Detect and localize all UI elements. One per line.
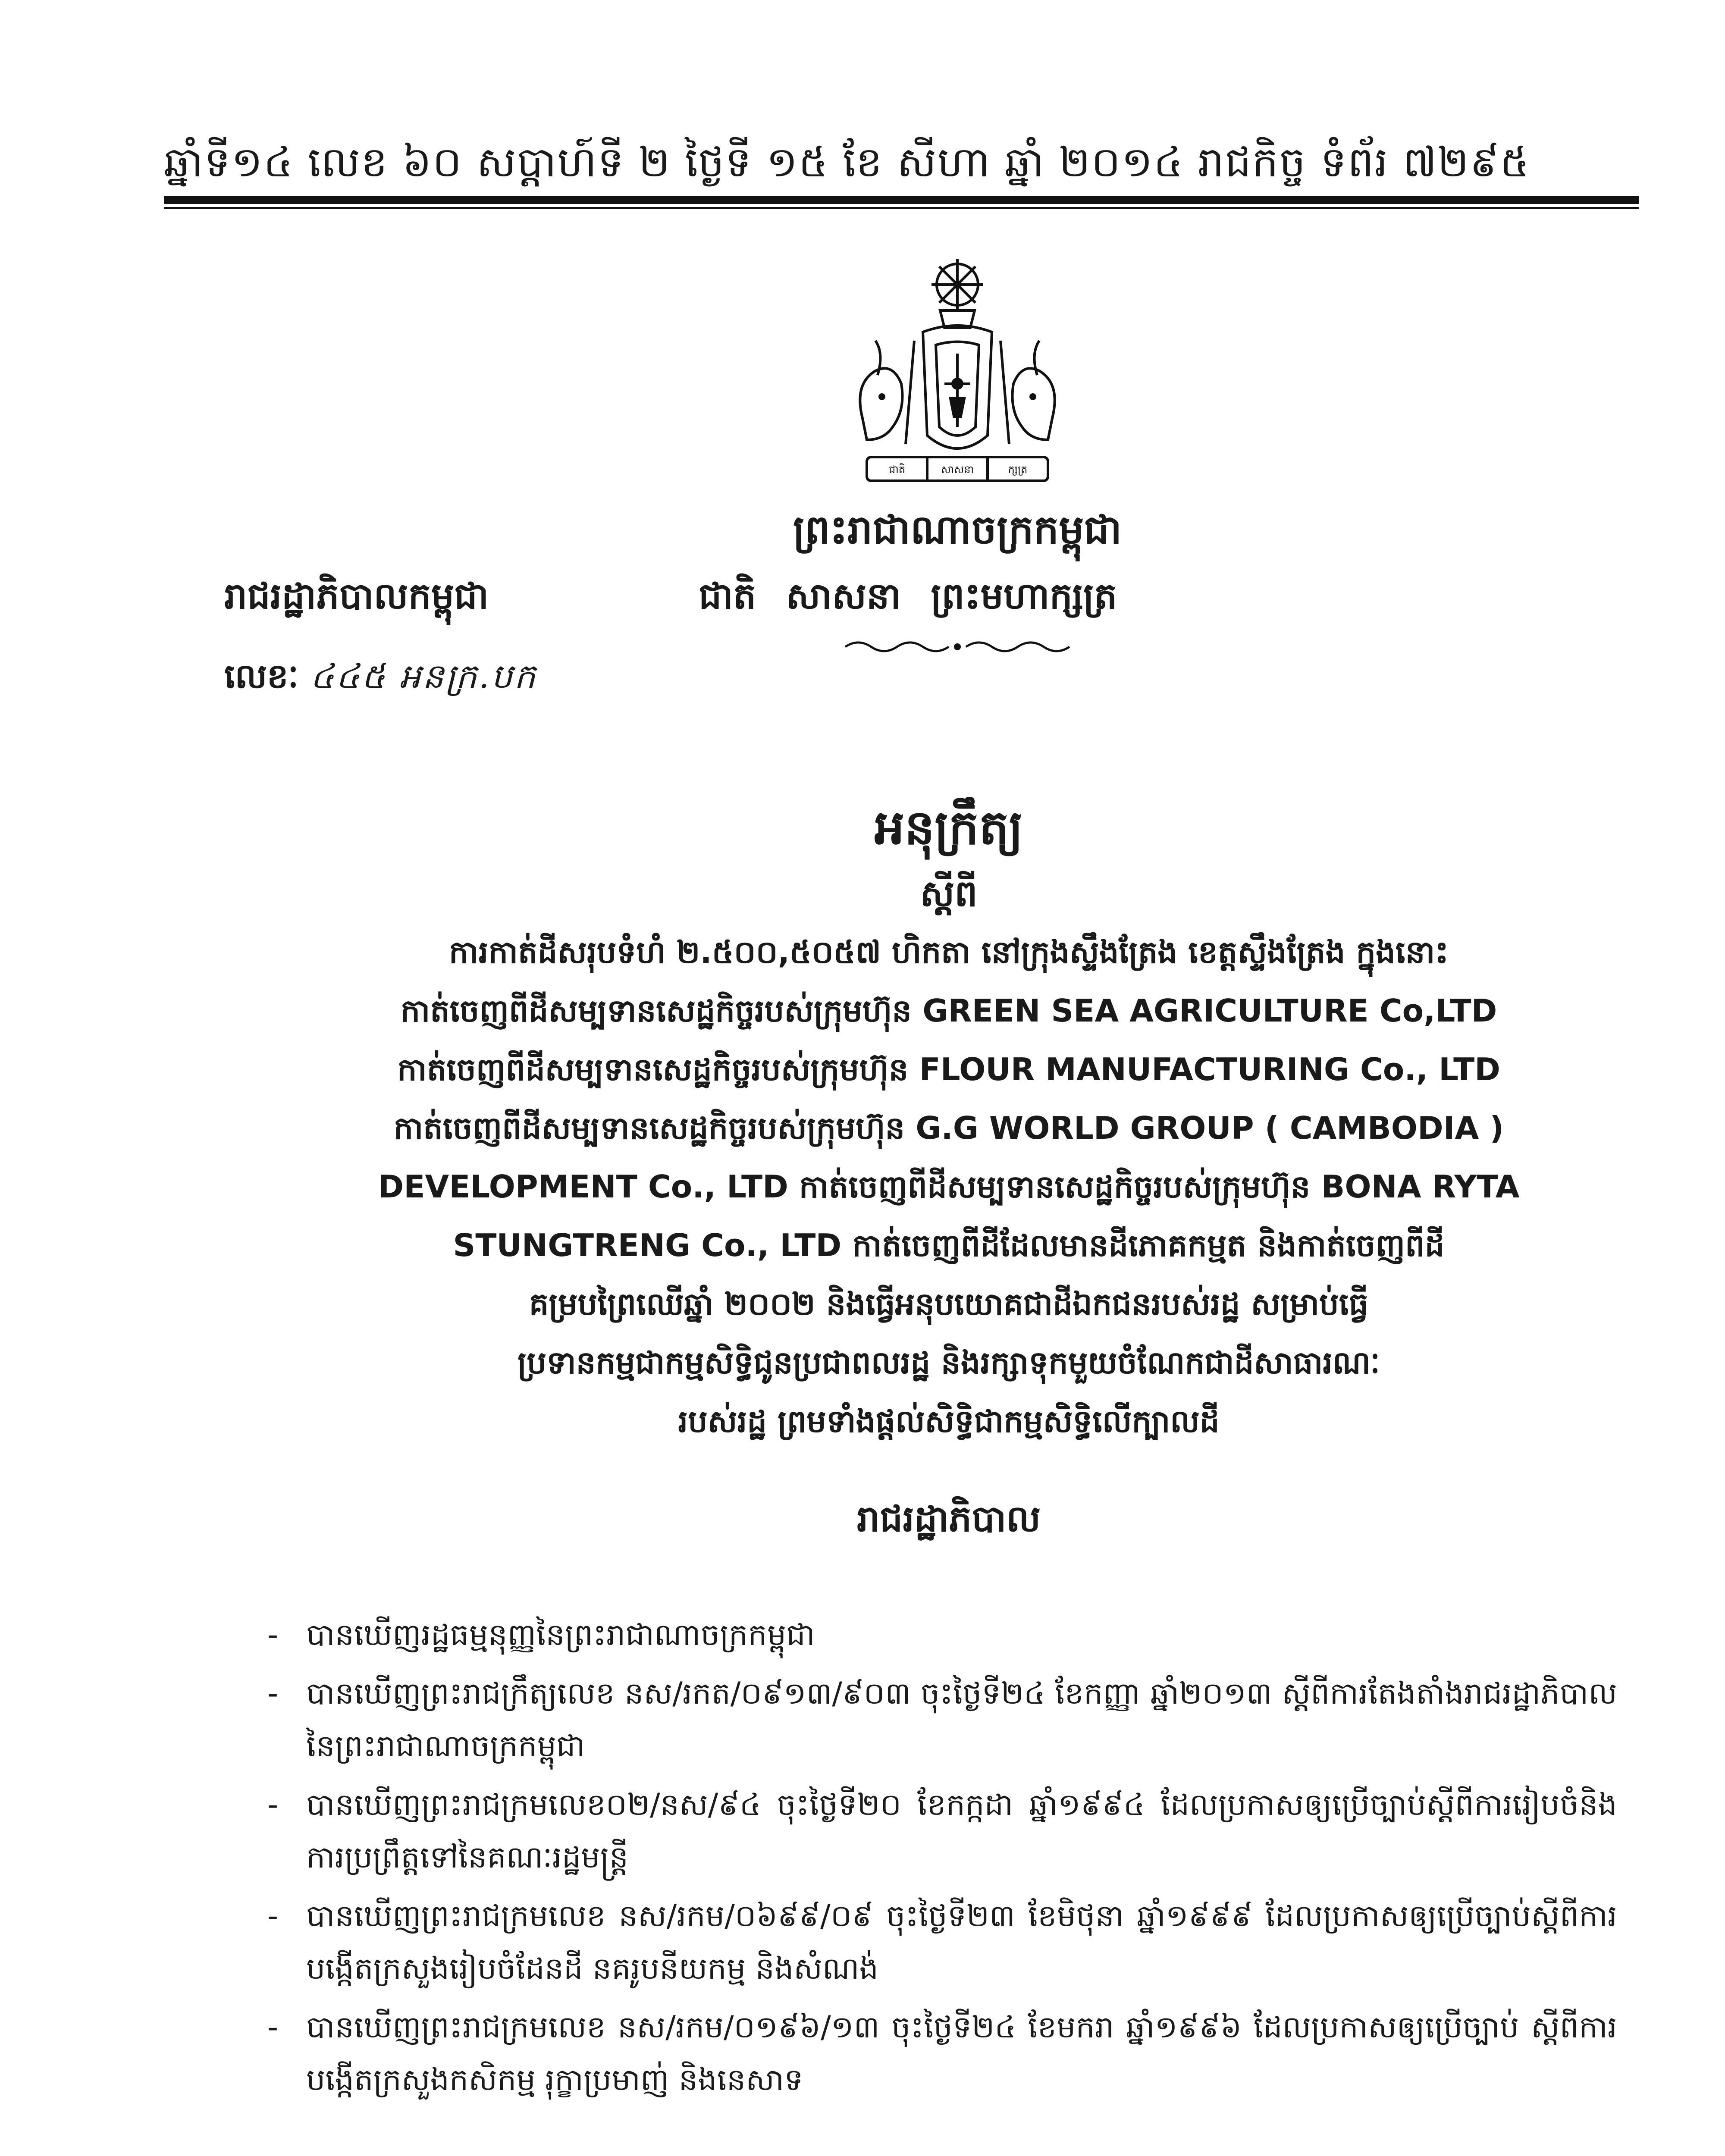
government-name: រាជរដ្ឋាភិបាលកម្ពុជា xyxy=(224,575,489,617)
subject-block xyxy=(267,923,1630,1451)
subject-line: ប្រទានកម្មជាកម្មសិទ្ធិជូនប្រជាពលរដ្ឋ និងរក្សាទុកមួយចំណែកជាដីសាធារណៈ xyxy=(518,1344,1380,1381)
subject-line: កាត់ចេញពីដីសម្បទានសេដ្ឋកិច្ចរបស់ក្រុមហ៊ុន G.G WORLD GROUP ( CAMBODIA ) xyxy=(393,1110,1504,1146)
recital-text: បានឃើញព្រះរាជក្រមលេខ០២/នស/៩៤ ចុះថ្ងៃទី២០ ខែកក្កដា ឆ្នាំ១៩៩៤ ដែលប្រកាសឲ្យប្រើច្បាប់ស្តីពីការរៀបចំនិងការប្រព្រឹត្តទៅនៃគណៈរដ្ឋមន្ត្រី xyxy=(306,1787,1617,1875)
subject-line: DEVELOPMENT Co., LTD កាត់ចេញពីដីសម្បទានសេដ្ឋកិច្ចរបស់ក្រុមហ៊ុន BONA RYTA xyxy=(378,1169,1520,1205)
recital-bullet: - xyxy=(267,1617,279,1652)
recital-text: បានឃើញព្រះរាជក្រឹត្យលេខ នស/រកត/០៩១៣/៩០៣ ចុះថ្ងៃទី២៤ ខែកញ្ញា ឆ្នាំ២០១៣ ស្តីពីការតែងតាំងរាជរដ្ឋាភិបាលនៃព្រះរាជាណាចក្រកម្ពុជា xyxy=(306,1676,1617,1764)
recital-text: បានឃើញព្រះរាជក្រមលេខ នស/រកម/០១៩៦/១៣ ចុះថ្ងៃទី២៤ ខែមករា ឆ្នាំ១៩៩៦ ដែលប្រកាសឲ្យប្រើច្បាប់ ស្តីពីការបង្កើតក្រសួងកសិកម្ម រុក្ខាប្រមាញ់ និងនេសាទ xyxy=(306,2009,1617,2097)
subject-line: គម្របព្រៃឈើឆ្នាំ ២០០២ និងធ្វើអនុបយោគជាដីឯកជនរបស់រដ្ឋ សម្រាប់ធ្វើ xyxy=(529,1286,1369,1322)
recital-item xyxy=(259,1667,1617,1772)
emblem-label-nation: ជាតិ xyxy=(888,464,906,476)
royal-coat-of-arms xyxy=(837,254,1078,496)
motto-ornament xyxy=(841,638,1074,655)
recital-bullet: - xyxy=(267,1898,279,1934)
about-label: ស្តីពី xyxy=(920,872,978,915)
subject-line: របស់រដ្ឋ ព្រមទាំងផ្តល់សិទ្ធិជាកម្មសិទ្ធិលើក្បាលដី xyxy=(678,1403,1220,1439)
issuer-heading: រាជរដ្ឋាភិបាល xyxy=(856,1498,1041,1540)
emblem-label-king: ក្សត្រ xyxy=(1008,464,1028,476)
recital-item xyxy=(259,1778,1617,1883)
recital-bullet: - xyxy=(267,1676,279,1711)
recital-text: បានឃើញព្រះរាជក្រមលេខ នស/រកម/០៦៩៩/០៩ ចុះថ្ងៃទី២៣ ខែមិថុនា ឆ្នាំ១៩៩៩ ដែលប្រកាសឲ្យប្រើច្បាប់ស្តីពីការបង្កើតក្រសួងរៀបចំដែនដី នគរូបនីយកម្ម និងសំណង់ xyxy=(306,1898,1617,1986)
subject-line: STUNGTRENG Co., LTD កាត់ចេញពីដីដែលមានដីភោគកម្មត និងកាត់ចេញពីដី xyxy=(453,1227,1445,1263)
document-number xyxy=(224,655,537,705)
recital-bullet: - xyxy=(267,2009,279,2045)
document-number-value: ៤៤៥ អនក្រ.បក xyxy=(310,657,537,696)
national-motto: ជាតិ សាសនា ព្រះមហាក្សត្រ xyxy=(699,575,1117,617)
recital-item xyxy=(259,1890,1617,1995)
header-rule xyxy=(164,196,1639,204)
kingdom-name: ព្រះរាជាណាចក្រកម្ពុជា xyxy=(793,507,1122,553)
header-rule-thin xyxy=(164,207,1639,209)
recital-text: បានឃើញរដ្ឋធម្មនុញ្ញនៃព្រះរាជាណាចក្រកម្ពុជា xyxy=(306,1617,815,1652)
recitals-list xyxy=(259,1608,1617,2112)
document-number-label: លេខៈ xyxy=(224,657,299,696)
recital-bullet: - xyxy=(267,1787,279,1822)
document-type: អនុក្រឹត្យ xyxy=(874,800,1023,855)
subject-line: ការកាត់ដីសរុបទំហំ ២.៥០០,៥០៥៧ ហិកតា នៅក្រុងស្ទឹងត្រែង ខេត្តស្ទឹងត្រែង ក្នុងនោះ xyxy=(449,934,1449,970)
subject-line: កាត់ចេញពីដីសម្បទានសេដ្ឋកិច្ចរបស់ក្រុមហ៊ុន FLOUR MANUFACTURING Co., LTD xyxy=(397,1051,1500,1087)
gazette-header: ឆ្នាំទី១៤ លេខ ៦០ សប្តាហ៍ទី ២ ថ្ងៃទី ១៥ ខែ សីហា ឆ្នាំ ២០១៤ រាជកិច្ច ទំព័រ ៧២៩៥ xyxy=(164,138,1530,186)
recital-item xyxy=(259,1608,1617,1661)
recital-item xyxy=(259,2001,1617,2106)
emblem-label-religion: សាសនា xyxy=(941,464,974,476)
subject-line: កាត់ចេញពីដីសម្បទានសេដ្ឋកិច្ចរបស់ក្រុមហ៊ុន GREEN SEA AGRICULTURE Co,LTD xyxy=(400,993,1497,1029)
